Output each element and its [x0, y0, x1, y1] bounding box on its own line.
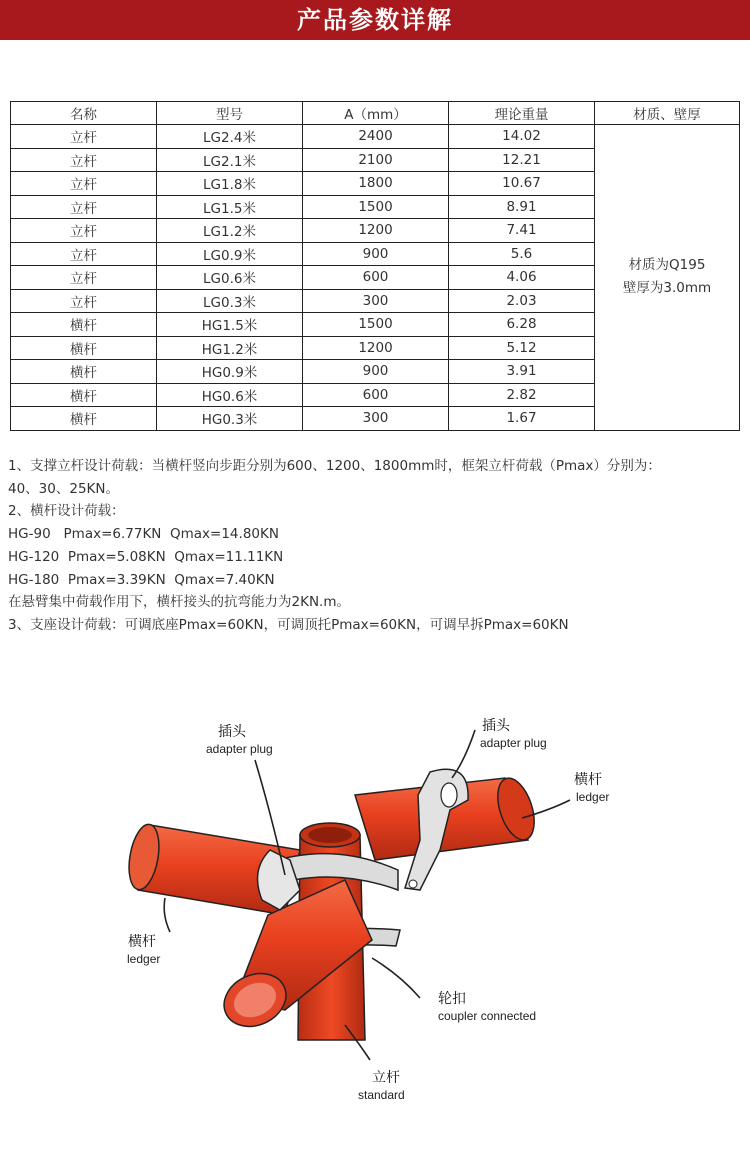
cell-model: HG1.5米 [157, 313, 303, 337]
table-header-row [11, 102, 740, 125]
cell-weight: 1.67 [449, 407, 595, 431]
table-row [11, 125, 740, 149]
cell-weight: 5.6 [449, 242, 595, 266]
note-line: HG-180 Pmax=3.39KN Qmax=7.40KN [8, 571, 275, 588]
cell-weight: 14.02 [449, 125, 595, 149]
cell-name: 横杆 [11, 313, 157, 337]
cell-a: 900 [303, 242, 449, 266]
label-ledger-right-cn: 横杆 [574, 772, 602, 788]
cell-name: 立杆 [11, 148, 157, 172]
cell-model: HG0.3米 [157, 407, 303, 431]
note-line: 40、30、25KN。 [8, 480, 119, 497]
header-name: 名称 [11, 102, 157, 125]
header-model: 型号 [157, 102, 303, 125]
cell-model: LG0.3米 [157, 289, 303, 313]
label-adapter-plug-right-cn: 插头 [482, 718, 510, 734]
cell-model: HG0.6米 [157, 383, 303, 407]
cell-a: 900 [303, 360, 449, 384]
cell-model: LG0.9米 [157, 242, 303, 266]
cell-weight: 2.82 [449, 383, 595, 407]
page-banner [0, 0, 750, 40]
label-ledger-right-en: ledger [576, 790, 610, 804]
cell-name: 横杆 [11, 383, 157, 407]
cell-model: LG1.5米 [157, 195, 303, 219]
cell-model: LG2.1米 [157, 148, 303, 172]
design-load-notes [8, 455, 738, 637]
label-ledger-left-en: ledger [127, 952, 161, 966]
note-line: HG-120 Pmax=5.08KN Qmax=11.11KN [8, 548, 284, 565]
cell-weight: 7.41 [449, 219, 595, 243]
cell-name: 立杆 [11, 219, 157, 243]
note-line: HG-90 Pmax=6.77KN Qmax=14.80KN [8, 526, 279, 543]
header-a: A（mm） [303, 102, 449, 125]
cell-model: LG0.6米 [157, 266, 303, 290]
cell-weight: 12.21 [449, 148, 595, 172]
material-grade: 材质为Q195 [628, 257, 706, 274]
coupler-diagram [0, 700, 750, 1120]
cell-name: 横杆 [11, 336, 157, 360]
note-line: 1、支撑立杆设计荷载：当横杆竖向步距分别为600、1200、1800mm时，框架立杆荷载（Pmax）分别为： [8, 458, 661, 474]
cell-name: 立杆 [11, 289, 157, 313]
label-adapter-plug-left-cn: 插头 [218, 724, 246, 740]
cell-model: LG2.4米 [157, 125, 303, 149]
cell-name: 立杆 [11, 172, 157, 196]
label-adapter-plug-left-en: adapter plug [206, 742, 273, 756]
cell-a: 1500 [303, 313, 449, 337]
label-standard-en: standard [358, 1088, 405, 1102]
header-material: 材质、壁厚 [595, 102, 740, 125]
cell-weight: 2.03 [449, 289, 595, 313]
note-line: 3、支座设计荷载：可调底座Pmax=60KN，可调顶托Pmax=60KN，可调早拆Pmax=60KN [8, 616, 569, 633]
cell-weight: 5.12 [449, 336, 595, 360]
note-line: 在悬臂集中荷载作用下，横杆接头的抗弯能力为2KN.m。 [8, 594, 350, 611]
label-coupler-cn: 轮扣 [438, 991, 466, 1007]
cell-a: 600 [303, 266, 449, 290]
cell-weight: 6.28 [449, 313, 595, 337]
note-line: 2、横杆设计荷载： [8, 503, 125, 520]
cell-weight: 3.91 [449, 360, 595, 384]
label-ledger-left-cn: 横杆 [128, 934, 156, 950]
banner-title: 产品参数详解 [297, 6, 453, 34]
cell-model: LG1.2米 [157, 219, 303, 243]
cell-model: HG0.9米 [157, 360, 303, 384]
material-thickness: 壁厚为3.0mm [622, 280, 712, 297]
header-weight: 理论重量 [449, 102, 595, 125]
cell-name: 横杆 [11, 407, 157, 431]
cell-a: 600 [303, 383, 449, 407]
spec-table [10, 101, 740, 431]
cell-a: 1200 [303, 336, 449, 360]
cell-a: 300 [303, 407, 449, 431]
label-standard-cn: 立杆 [372, 1070, 400, 1086]
cell-weight: 4.06 [449, 266, 595, 290]
cell-a: 1800 [303, 172, 449, 196]
cell-a: 1200 [303, 219, 449, 243]
cell-model: HG1.2米 [157, 336, 303, 360]
cell-name: 立杆 [11, 242, 157, 266]
cell-material [595, 125, 740, 431]
cell-a: 2400 [303, 125, 449, 149]
cell-a: 300 [303, 289, 449, 313]
cell-name: 立杆 [11, 125, 157, 149]
cell-a: 1500 [303, 195, 449, 219]
cell-name: 横杆 [11, 360, 157, 384]
cell-model: LG1.8米 [157, 172, 303, 196]
cell-weight: 8.91 [449, 195, 595, 219]
label-adapter-plug-right-en: adapter plug [480, 736, 547, 750]
cell-name: 立杆 [11, 266, 157, 290]
cell-weight: 10.67 [449, 172, 595, 196]
cell-name: 立杆 [11, 195, 157, 219]
cell-a: 2100 [303, 148, 449, 172]
label-coupler-en: coupler connected [438, 1009, 537, 1023]
